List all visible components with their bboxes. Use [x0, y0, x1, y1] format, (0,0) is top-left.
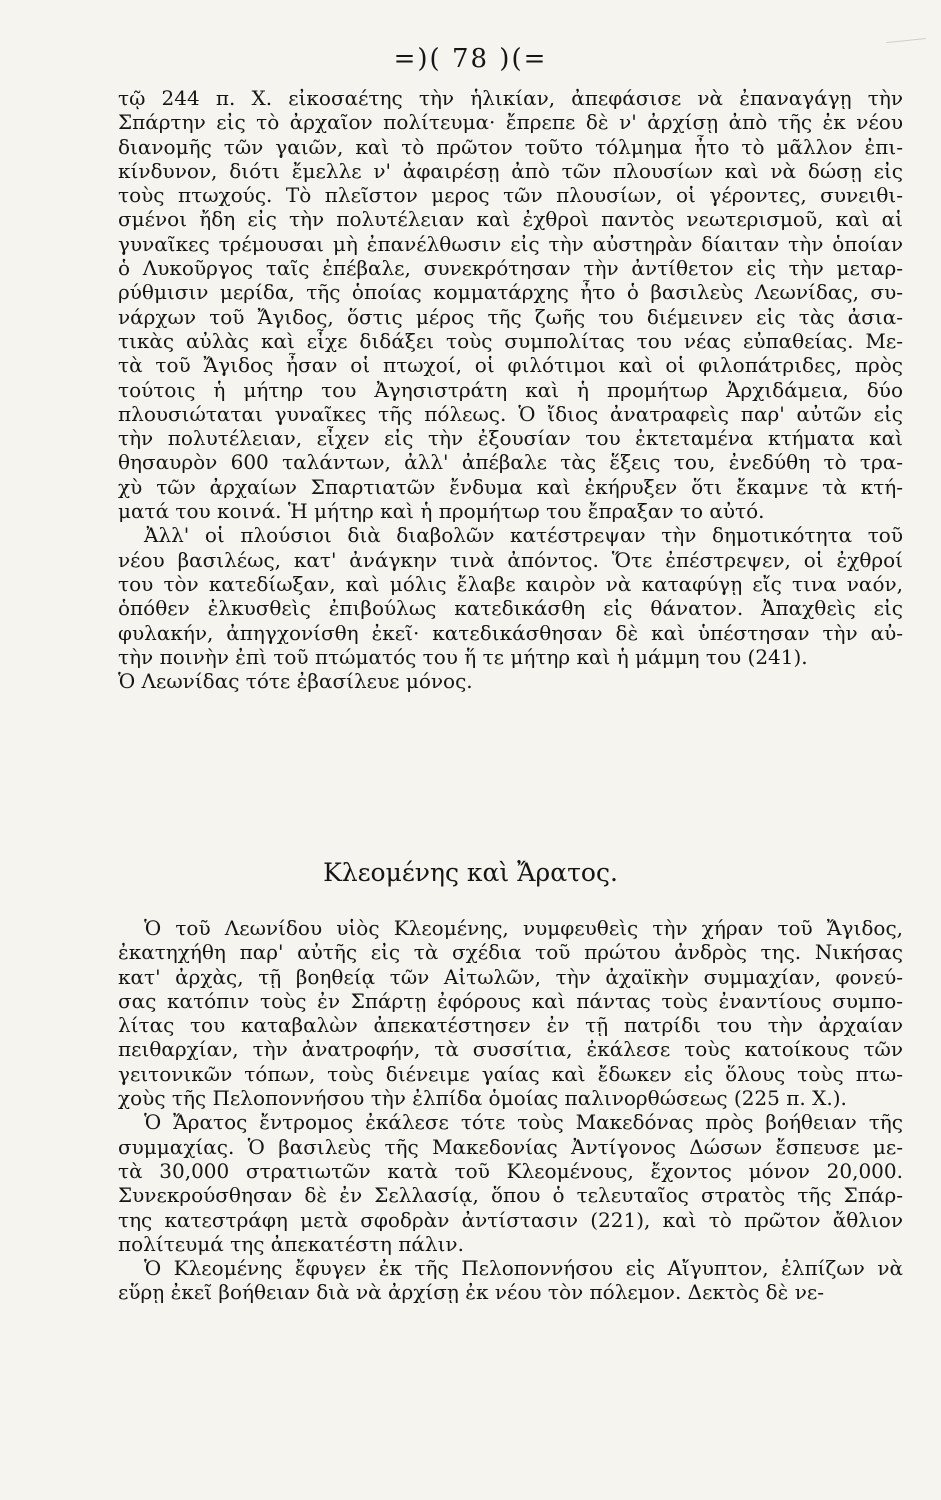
text-line: πειθαρχίαν, τὴν ἀνατροφήν, τὰ συσσίτια, ἐκάλεσε τοὺς κατοίκους τῶν — [118, 1037, 903, 1062]
text-line: ρύθμισιν μερίδα, τῆς ὁποίας κομματάρχης ἦτο ὁ βασιλεὺς Λεωνίδας, συ- — [118, 280, 903, 305]
text-line: σας κατόπιν τοὺς ἐν Σπάρτῃ ἐφόρους καὶ πάντας τοὺς ἐναντίους συμπο- — [118, 988, 903, 1013]
text-line: ματά του κοινά. Ἡ μήτηρ καὶ ἡ προμήτωρ του ἔπραξαν το αὐτό. — [118, 499, 765, 524]
text-line: νέου βασιλέως, κατ' ἀνάγκην τινὰ ἀπόντος. Ὅτε ἐπέστρεψεν, οἱ ἐχθροί — [118, 547, 903, 572]
text-line: λίτας του καταβαλὼν ἀπεκατέστησεν ἐν τῇ πατρίδι του τὴν ἀρχαίαν — [118, 1013, 903, 1038]
text-line: σμένοι ἤδη εἰς τὴν πολυτέλειαν καὶ ἐχθροὶ παντὸς νεωτερισμοῦ, καὶ αἱ — [118, 207, 903, 232]
text-line: χοὺς τῆς Πελοποννήσου τὴν ἐλπίδα ὁμοίας παλινορθώσεως (225 π. Χ.). — [118, 1086, 847, 1111]
text-line: τὰ τοῦ Ἄγιδος ἦσαν οἱ πτωχοί, οἱ φιλότιμοι καὶ οἱ φιλοπάτριδες, πρὸς — [118, 353, 903, 378]
text-line: ὁ Λυκοῦργος ταῖς ἐπέβαλε, συνεκρότησαν τὴν ἀντίθετον εἰς τὴν μεταρ- — [118, 256, 903, 281]
text-line: συμμαχίας. Ὁ βασιλεὺς τῆς Μακεδονίας Ἀντίγονος Δώσων ἔσπευσε με- — [118, 1134, 903, 1159]
text-line: τικὰς αὐλὰς καὶ εἶχε διδάξει τοὺς συμπολίτας του νέας εὐπαθείας. Με- — [118, 328, 903, 353]
text-line: Ὁ τοῦ Λεωνίδου υἱὸς Κλεομένης, νυμφευθεὶς τὴν χήραν τοῦ Ἄγιδος, — [144, 916, 903, 940]
text-line: πλουσιώταται γυναῖκες τῆς πόλεως. Ὁ ἴδιος ἀνατραφεὶς παρ' αὐτῶν εἰς — [118, 401, 903, 426]
page-header: =)( 78 )(= — [393, 44, 548, 74]
text-line: τὴν πολυτέλειαν, εἶχεν εἰς τὴν ἐξουσίαν του ἐκτεταμένα κτήματα καὶ — [118, 426, 903, 451]
text-line: γυναῖκες τρέμουσαι μὴ ἐπανέλθωσιν εἰς τὴν αὐστηρὰν δίαιταν τὴν ὁποίαν — [118, 231, 903, 256]
text-line: του τὸν κατεδίωξαν, καὶ μόλις ἔλαβε καιρὸν νὰ καταφύγῃ εἴς τινα ναόν, — [118, 571, 903, 596]
text-line: θησαυρὸν 600 ταλάντων, ἀλλ' ἀπέβαλε τὰς ἕξεις του, ἐνεδύθη τὸ τρα- — [118, 450, 903, 475]
text-line: Σπάρτην εἰς τὸ ἀρχαῖον πολίτευμα· ἔπρεπε δὲ ν' ἀρχίσῃ ἀπὸ τῆς ἐκ νέου — [118, 110, 903, 135]
text-line: τὰ 30,000 στρατιωτῶν κατὰ τοῦ Κλεομένους, ἔχοντος μόνον 20,000. — [118, 1158, 903, 1183]
text-line: τῷ 244 π. Χ. εἰκοσαέτης τὴν ἡλικίαν, ἀπεφάσισε νὰ ἐπαναγάγῃ τὴν — [118, 86, 903, 110]
text-line: τούτοις ἡ μήτηρ του Ἀγησιστράτη καὶ ἡ προμήτωρ Ἀρχιδάμεια, δύο — [118, 377, 903, 402]
text-line: Ὁ Λεωνίδας τότε ἐβασίλευε μόνος. — [118, 669, 473, 694]
text-line: Συνεκρούσθησαν δὲ ἐν Σελλασίᾳ, ὅπου ὁ τελευταῖος στρατὸς τῆς Σπάρ- — [118, 1183, 903, 1208]
text-line: τοὺς πτωχούς. Τὸ πλεῖστον μερος τῶν πλουσίων, οἱ γέροντες, συνειθι- — [118, 183, 903, 208]
text-line: ἐκατηχήθη παρ' αὐτῆς εἰς τὰ σχέδια τοῦ πρώτου ἀνδρὸς της. Νικήσας — [118, 940, 903, 965]
text-line: πολίτευμά της ἀπεκατέστη πάλιν. — [118, 1231, 464, 1256]
text-line: ὁπόθεν ἑλκυσθεὶς ἐπιβούλως κατεδικάσθη εἰς θάνατον. Ἀπαχθεὶς εἰς — [118, 596, 903, 621]
text-line: κίνδυνον, διότι ἔμελλε ν' ἀφαιρέσῃ ἀπὸ τῶν πλουσίων καὶ νὰ δώσῃ εἰς — [118, 158, 903, 183]
text-line: τὴν ποινὴν ἐπὶ τοῦ πτώματός του ἥ τε μήτηρ καὶ ἡ μάμμη του (241). — [118, 644, 808, 669]
text-line: εὕρῃ ἐκεῖ βοήθειαν διὰ νὰ ἀρχίσῃ ἐκ νέου τὸν πόλεμον. Δεκτὸς δὲ νε- — [118, 1280, 825, 1305]
text-line: κατ' ἀρχὰς, τῇ βοηθείᾳ τῶν Αἰτωλῶν, τὴν ἀχαϊκὴν συμμαχίαν, φονεύ- — [118, 964, 903, 989]
section-1-text — [118, 86, 903, 693]
text-line: διανομῆς τῶν γαιῶν, καὶ τὸ πρῶτον τοῦτο τόλμημα ἦτο τὸ μᾶλλον ἐπι- — [118, 134, 903, 159]
text-line: Ὁ Ἄρατος ἔντρομος ἐκάλεσε τότε τοὺς Μακεδόνας πρὸς βοήθειαν τῆς — [144, 1110, 903, 1135]
text-line: γειτονικῶν τόπων, τοὺς διένειμε γαίας καὶ ἔδωκεν εἰς ὅλους τοὺς πτω- — [118, 1061, 903, 1086]
section-2-text — [118, 916, 903, 1305]
text-line: Ἀλλ' οἱ πλούσιοι διὰ διαβολῶν κατέστρεψαν τὴν δημοτικότητα τοῦ — [144, 523, 903, 548]
text-line: Ὁ Κλεομένης ἔφυγεν ἐκ τῆς Πελοποννήσου εἰς Αἴγυπτον, ἐλπίζων νὰ — [144, 1256, 903, 1281]
text-line: χὺ τῶν ἀρχαίων Σπαρτιατῶν ἔνδυμα καὶ ἐκήρυξεν ὅτι ἔκαμνε τὰ κτή- — [118, 474, 903, 499]
text-line: νάρχων τοῦ Ἄγιδος, ὅστις μέρος τῆς ζωῆς του διέμεινεν εἰς τὰς ἀσια- — [118, 304, 903, 329]
text-line: της κατεστράφη μετὰ σφοδρὰν ἀντίστασιν (221), καὶ τὸ πρῶτον ἄθλιον — [118, 1207, 903, 1232]
text-line: φυλακήν, ἀπηγχονίσθη ἐκεῖ· κατεδικάσθησαν δὲ καὶ ὑπέστησαν τὴν αὐ- — [118, 620, 903, 645]
section-heading: Κλεομένης καὶ Ἄρατος. — [323, 858, 618, 887]
